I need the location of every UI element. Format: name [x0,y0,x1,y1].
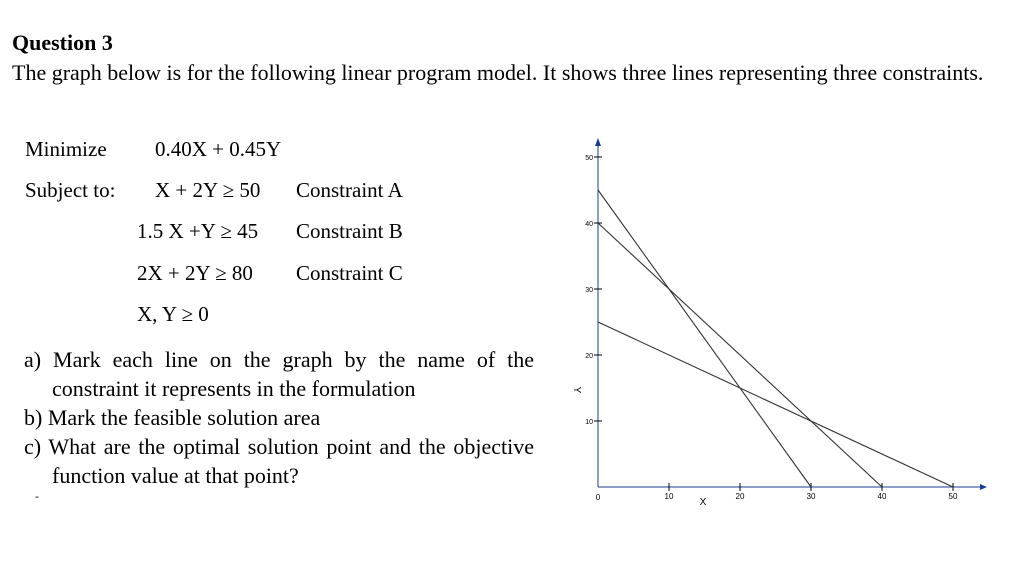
y-axis-arrow-icon [595,138,601,146]
ticks [585,155,958,502]
question-list [24,345,534,490]
constraint-graph [560,132,990,517]
y-axis-label: Y [571,386,582,394]
y-tick-label: 40 [585,221,593,228]
question-heading: Question 3 [12,30,113,55]
constraint-line [598,190,811,487]
nonnegativity-constraint: X, Y ≥ 0 [137,302,209,326]
objective-function: 0.40X + 0.45Y [155,137,282,161]
constraint-b-name: Constraint B [296,219,403,243]
x-tick-label: 50 [948,492,958,501]
constraint-a-name: Constraint A [296,178,403,202]
x-tick-label: 30 [806,492,816,501]
intro-text: The graph below is for the following linear program model. It shows three lines representing three constraints. [12,60,984,85]
x-tick-label: 40 [877,492,887,501]
question-c: c) What are the optimal solution point and the objective function value at that point? [24,434,534,488]
y-tick-label: 10 [585,419,593,426]
y-tick-label: 50 [585,155,593,162]
question-b: b) Mark the feasible solution area [24,405,321,430]
constraint-c-expr: 2X + 2Y ≥ 80 [137,261,253,285]
axes [595,138,987,490]
constraint-line [598,322,953,487]
constraint-lines [598,190,953,487]
x-axis-label: X [699,497,707,508]
question-a: a) Mark each line on the graph by the name of the constraint it represents in the formulation [24,347,534,401]
x-tick-label: 20 [735,492,745,501]
stray-mark: - [35,489,39,503]
x-axis-arrow-icon [980,484,987,490]
constraint-c-name: Constraint C [296,261,403,285]
y-tick-label: 20 [585,353,593,360]
constraint-b-expr: 1.5 X +Y ≥ 45 [137,219,259,243]
constraint-line [598,223,882,487]
subject-to-label: Subject to: [25,178,116,202]
constraint-a-expr: X + 2Y ≥ 50 [155,178,261,202]
x-tick-label: 10 [664,492,674,501]
y-tick-label: 30 [585,287,593,294]
x-tick-label: 0 [595,493,601,502]
objective-label: Minimize [25,137,107,161]
